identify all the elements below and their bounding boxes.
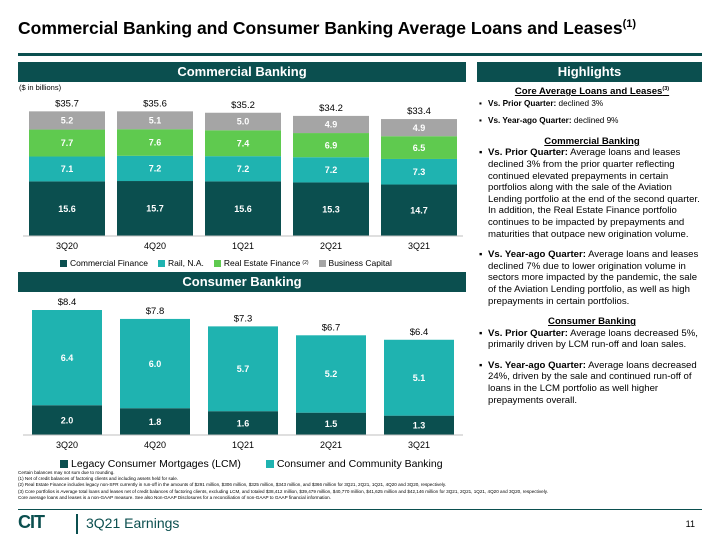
title-divider [18, 53, 702, 56]
category-tick-label: 3Q21 [407, 241, 431, 251]
legend-swatch [60, 260, 67, 267]
category-tick-label: 3Q20 [55, 440, 79, 450]
total-label: $33.4 [407, 106, 431, 118]
total-label: $34.2 [319, 102, 343, 114]
core-loans-list [479, 98, 705, 127]
data-label: 4.9 [324, 119, 338, 130]
total-label: $35.6 [143, 98, 167, 110]
data-label: 15.3 [322, 204, 340, 215]
cit-logo: CIT [18, 512, 44, 532]
data-label: 7.2 [324, 165, 338, 176]
total-label: $6.7 [321, 322, 341, 334]
category-tick-label: 1Q21 [231, 440, 255, 450]
logo-separator [76, 514, 78, 534]
consumer-highlights-heading: Consumer Banking [548, 316, 636, 328]
category-tick-label: 3Q20 [55, 241, 79, 251]
category-tick-label: 4Q20 [143, 241, 167, 251]
footnote: (3) Core portfolios is Average total loans and leases net of credit balances of factoring clients, excluding LCM, and totaled $38,412 million, $39,479 million, $40,770 million, $41,625 million and $42,146 million for 3Q21, 2Q21, 1Q21, 4Q20 and 3Q20, respectively. [18, 488, 548, 494]
data-label: 5.1 [148, 115, 162, 126]
legend-swatch [214, 260, 221, 267]
data-label: 7.2 [236, 163, 250, 174]
legend-item-commercial-finance: Commercial Finance [60, 258, 148, 268]
data-label: 15.7 [146, 203, 164, 214]
legend-item-consumer-community-banking: Consumer and Community Banking [266, 458, 443, 470]
total-label: $35.2 [231, 99, 255, 111]
data-label: 1.8 [148, 416, 162, 427]
total-label: $6.4 [409, 326, 429, 338]
highlights-banner: Highlights [477, 62, 702, 82]
units-note: ($ in billions) [19, 83, 62, 92]
data-label: 4.9 [412, 122, 426, 133]
data-label: 5.2 [60, 115, 74, 126]
footnote: Certain balances may not sum due to rounding. [18, 470, 115, 475]
data-label: 6.4 [60, 352, 74, 363]
data-label: 5.2 [324, 369, 338, 380]
data-label: 7.4 [236, 138, 250, 149]
total-label: $8.4 [57, 297, 77, 308]
legend-item-real-estate-finance: Real Estate Finance (2) [214, 258, 309, 268]
legend-footnote-marker: (2) [302, 260, 309, 266]
data-label: 15.6 [234, 203, 252, 214]
data-label: 1.6 [236, 418, 250, 429]
total-label: $35.7 [55, 98, 79, 110]
footnotes [18, 470, 708, 501]
footnote: (1) Net of credit balances of factoring clients and including assets held for sale. [18, 476, 179, 482]
legend-item-rail-na: Rail, N.A. [158, 258, 204, 268]
list-item: ▪ Vs. Year-ago Quarter: declined 9% [479, 115, 705, 127]
data-label: 1.5 [324, 419, 338, 430]
legend-swatch [158, 260, 165, 267]
category-tick-label: 1Q21 [231, 241, 255, 251]
legend-item-legacy-consumer-mortgages: Legacy Consumer Mortgages (LCM) [60, 458, 241, 470]
total-label: $7.8 [145, 305, 165, 317]
data-label: 6.5 [412, 142, 426, 153]
data-label: 6.9 [324, 140, 338, 151]
category-tick-label: 2Q21 [319, 241, 343, 251]
consumer-legend [60, 458, 468, 470]
data-label: 1.3 [412, 420, 426, 431]
list-item: ▪ Vs. Prior Quarter: Average loans decreased 5%, primarily driven by LCM run-off and loan sales. [479, 328, 705, 351]
data-label: 7.2 [148, 163, 162, 174]
category-tick-label: 4Q20 [143, 440, 167, 450]
data-label: 5.0 [236, 116, 250, 127]
data-label: 7.1 [60, 164, 74, 175]
legend-swatch [266, 460, 274, 468]
footer-divider [18, 509, 702, 510]
data-label: 5.1 [412, 372, 426, 383]
consumer-banking-banner: Consumer Banking [18, 272, 466, 292]
commercial-banking-chart [18, 90, 466, 258]
data-label: 14.7 [410, 205, 428, 216]
data-label: 7.6 [148, 137, 162, 148]
commercial-highlights-heading: Commercial Banking [544, 135, 640, 147]
commercial-highlights-list [479, 147, 705, 307]
list-item: ▪ Vs. Year-ago Quarter: Average loans and leases declined 7% due to lower origination volume in sectors more impacted by the pandemic, the sale of the Aviation Lending portfolio, as well as high prepayments in certain portfolios. [479, 249, 705, 307]
total-label: $7.3 [233, 313, 253, 325]
data-label: 6.0 [148, 358, 162, 369]
list-item: ▪ Vs. Prior Quarter: Average loans and leases declined 3% from the prior quarter reflecting continued elevated prepayments in certain portfolios along with the sale of the Aviation Lending portfolio at the end of the second quarter. In addition, the Real Estate Finance portfolio continues to be impacted by prepayments and maturities that outpace new origination volume. [479, 147, 705, 240]
page-title: Commercial Banking and Consumer Banking Average Loans and Leases$^{(1)}$ [18, 18, 637, 38]
list-item: ▪ Vs. Year-ago Quarter: Average loans decreased 24%, driven by the sale and continued run-off of loans in the LCM portfolio as well higher prepayments overall. [479, 360, 705, 406]
consumer-banking-chart [18, 290, 466, 456]
footnote: Core average loans and leases is a non-GAAP measure. See also Non-GAAP Disclosures for a reconciliation of non-GAAP to GAAP financial information. [18, 494, 331, 500]
highlights-panel [479, 84, 705, 406]
data-label: 2.0 [60, 415, 74, 426]
category-tick-label: 3Q21 [407, 440, 431, 450]
legend-item-business-capital: Business Capital [319, 258, 392, 268]
category-tick-label: 2Q21 [319, 440, 343, 450]
data-label: 15.6 [58, 203, 76, 214]
page-number: 11 [685, 519, 695, 529]
footer-subtitle: 3Q21 Earnings [86, 515, 180, 531]
legend-swatch [319, 260, 326, 267]
commercial-legend [60, 258, 402, 268]
consumer-highlights-list [479, 328, 705, 407]
core-loans-heading: Core Average Loans and Leases$^{(3)}$ [514, 86, 670, 98]
data-label: 7.7 [60, 138, 74, 149]
commercial-banking-banner: Commercial Banking [18, 62, 466, 82]
data-label: 5.7 [236, 363, 250, 374]
data-label: 7.3 [412, 166, 426, 177]
legend-swatch [60, 460, 68, 468]
footnote: (2) Real Estate Finance includes legacy non-SFR currently in run-off in the amounts of $291 million, $306 million, $325 million, $343 million, and $366 million for 3Q21, 2Q21, 1Q21, 4Q20 and 3Q20, respectively. [18, 482, 447, 488]
list-item: ▪ Vs. Prior Quarter: declined 3% [479, 98, 705, 110]
